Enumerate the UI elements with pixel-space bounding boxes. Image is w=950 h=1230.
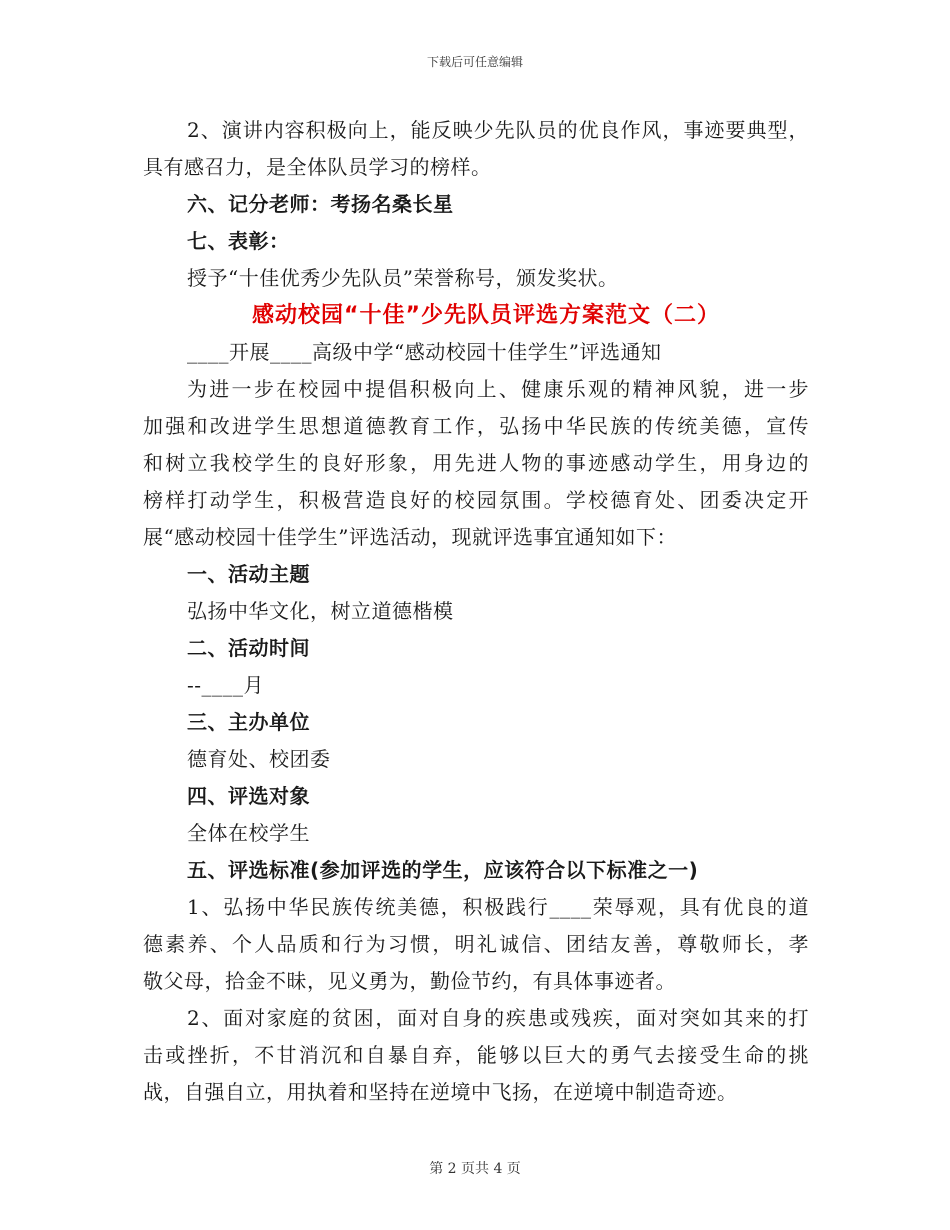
document-body (143, 112, 809, 1111)
paragraph-line: 展“感动校园十佳学生”评选活动，现就评选事宜通知如下： (143, 525, 677, 549)
paragraph-line: 具有感召力，是全体队员学习的榜样。 (143, 155, 492, 179)
paragraph-line: --____月 (187, 673, 265, 697)
paragraph-line: 榜样打动学生，积极营造良好的校园氛围。学校德育处、团委决定开 (143, 488, 809, 512)
paragraph-line: 敬父母，拾金不昧，见义勇为，勤俭节约，有具体事迹者。 (143, 969, 676, 993)
paragraph-line: 德素养、个人品质和行为习惯，明礼诚信、团结友善，尊敬师长，孝 (143, 932, 809, 956)
paragraph-line: 授予“十佳优秀少先队员”荣誉称号，颁发奖状。 (187, 266, 619, 290)
paragraph-line: 击或挫折，不甘消沉和自暴自弃，能够以巨大的勇气去接受生命的挑 (143, 1043, 809, 1067)
section-heading: 三、主办单位 (187, 710, 310, 734)
document-title: 感动校园“十佳”少先队员评选方案范文（二） (252, 303, 720, 328)
section-heading: 七、表彰： (187, 229, 290, 253)
paragraph-line: 战，自强自立，用执着和坚持在逆境中飞扬，在逆境中制造奇迹。 (143, 1080, 738, 1104)
page-header: 下载后可任意编辑 (426, 55, 523, 69)
notice-title: ____开展____高级中学“感动校园十佳学生”评选通知 (187, 340, 662, 364)
section-heading: 四、评选对象 (187, 784, 310, 808)
paragraph-line: 2、演讲内容积极向上，能反映少先队员的优良作风，事迹要典型， (187, 118, 809, 142)
section-heading: 六、记分老师：考扬名桑长星 (187, 192, 454, 216)
paragraph-line: 加强和改进学生思想道德教育工作，弘扬中华民族的传统美德，宣传 (143, 414, 809, 438)
section-heading: 一、活动主题 (187, 562, 310, 586)
section-heading: 二、活动时间 (187, 636, 310, 660)
paragraph-line: 德育处、校团委 (187, 747, 331, 771)
section-heading: 五、评选标准(参加评选的学生，应该符合以下标准之一) (187, 858, 699, 882)
paragraph-line: 和树立我校学生的良好形象，用先进人物的事迹感动学生，用身边的 (143, 451, 809, 475)
paragraph-line: 2、面对家庭的贫困，面对自身的疾患或残疾，面对突如其来的打 (187, 1006, 809, 1030)
paragraph-line: 1、弘扬中华民族传统美德，积极践行____荣辱观，具有优良的道 (187, 895, 809, 919)
page-footer: 第 2 页共 4 页 (429, 1161, 521, 1177)
paragraph-line: 全体在校学生 (187, 821, 310, 845)
paragraph-line: 为进一步在校园中提倡积极向上、健康乐观的精神风貌，进一步 (187, 377, 809, 401)
paragraph-line: 弘扬中华文化，树立道德楷模 (187, 599, 454, 623)
